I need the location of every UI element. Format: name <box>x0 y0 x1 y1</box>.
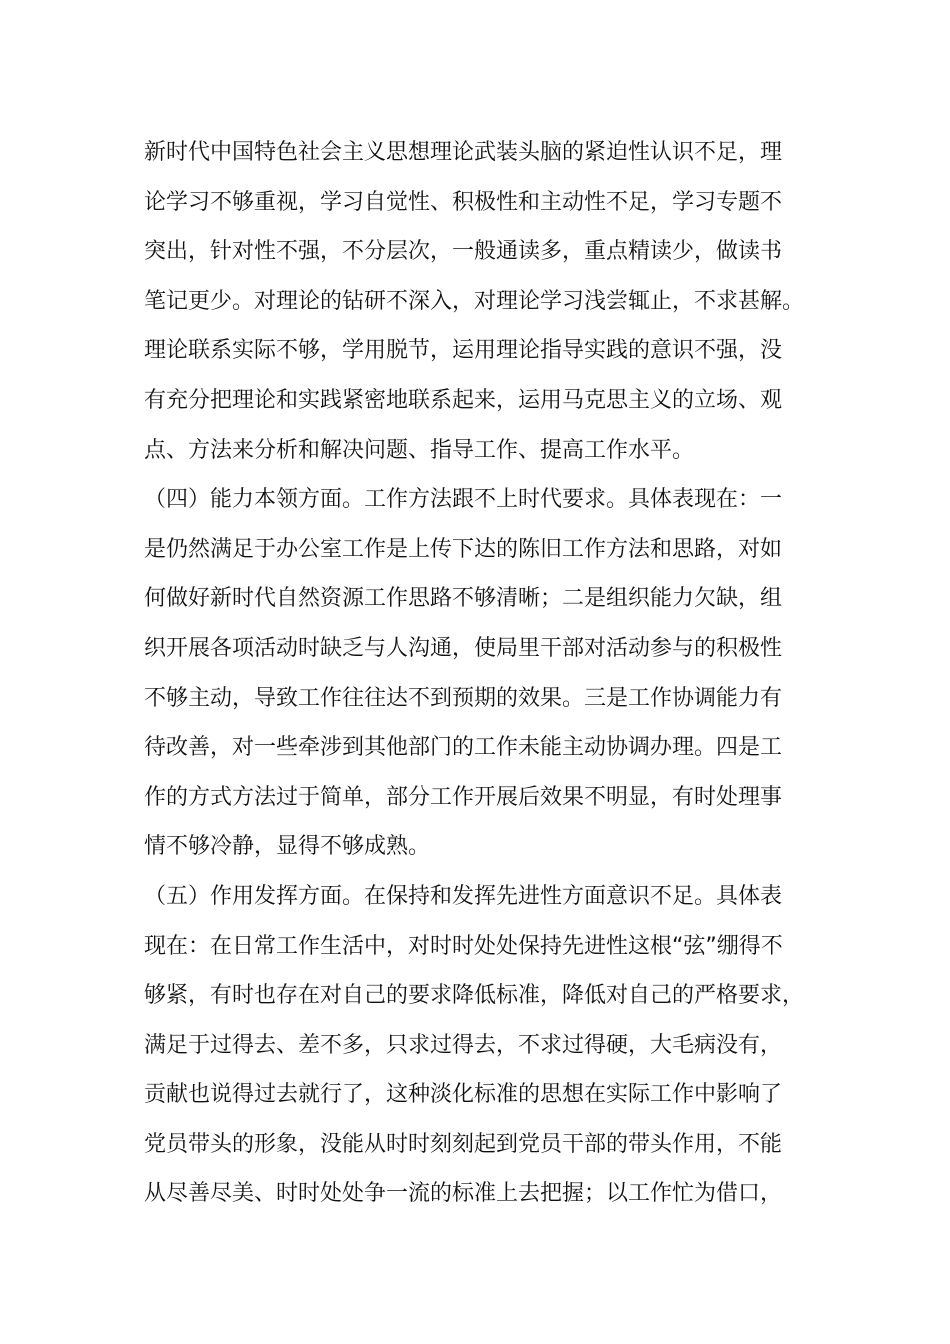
text-line: 新时代中国特色社会主义思想理论武装头脑的紧迫性认识不足，理 <box>144 140 783 165</box>
text-line: 何做好新时代自然资源工作思路不够清晰；二是组织能力欠缺，组 <box>144 586 783 612</box>
text-line: 够紧，有时也存在对自己的要求降低标准，降低对自己的严格要求， <box>144 983 805 1009</box>
text-line: 现在：在日常工作生活中，对时时处处保持先进性这根“弦”绷得不 <box>144 933 783 959</box>
text-line: 理论联系实际不够，学用脱节，运用理论指导实践的意识不强，没 <box>144 338 783 364</box>
text-line: 不够主动，导致工作往往达不到预期的效果。三是工作协调能力有 <box>144 685 783 711</box>
text-line: 点、方法来分析和解决问题、指导工作、提高工作水平。 <box>144 437 695 463</box>
section-heading-line: （四）能力本领方面。工作方法跟不上时代要求。具体表现在：一 <box>144 487 783 513</box>
body-text <box>144 128 834 1219</box>
text-line: 作的方式方法过于简单，部分工作开展后效果不明显，有时处理事 <box>144 784 783 810</box>
text-line: 突出，针对性不强，不分层次，一般通读多，重点精读少，做读书 <box>144 239 783 265</box>
text-line: 满足于过得去、差不多，只求过得去，不求过得硬，大毛病没有， <box>144 1032 783 1058</box>
text-line: 笔记更少。对理论的钻研不深入，对理论学习浅尝辄止，不求甚解。 <box>144 288 805 314</box>
text-line: 有充分把理论和实践紧密地联系起来，运用马克思主义的立场、观 <box>144 387 783 413</box>
text-line: 情不够冷静，显得不够成熟。 <box>144 834 431 860</box>
text-line: 党员带头的形象，没能从时时刻刻起到党员干部的带头作用，不能 <box>144 1131 783 1157</box>
text-line: 贡献也说得过去就行了，这种淡化标准的思想在实际工作中影响了 <box>144 1082 783 1108</box>
text-line: 待改善，对一些牵涉到其他部门的工作未能主动协调办理。四是工 <box>144 735 783 761</box>
section-heading-line: （五）作用发挥方面。在保持和发挥先进性方面意识不足。具体表 <box>144 883 783 909</box>
text-line: 论学习不够重视，学习自觉性、积极性和主动性不足，学习专题不 <box>144 189 783 215</box>
text-line: 织开展各项活动时缺乏与人沟通，使局里干部对活动参与的积极性 <box>144 635 783 661</box>
text-line: 是仍然满足于办公室工作是上传下达的陈旧工作方法和思路，对如 <box>144 536 783 562</box>
text-line: 从尽善尽美、时时处处争一流的标准上去把握；以工作忙为借口， <box>144 1181 783 1207</box>
